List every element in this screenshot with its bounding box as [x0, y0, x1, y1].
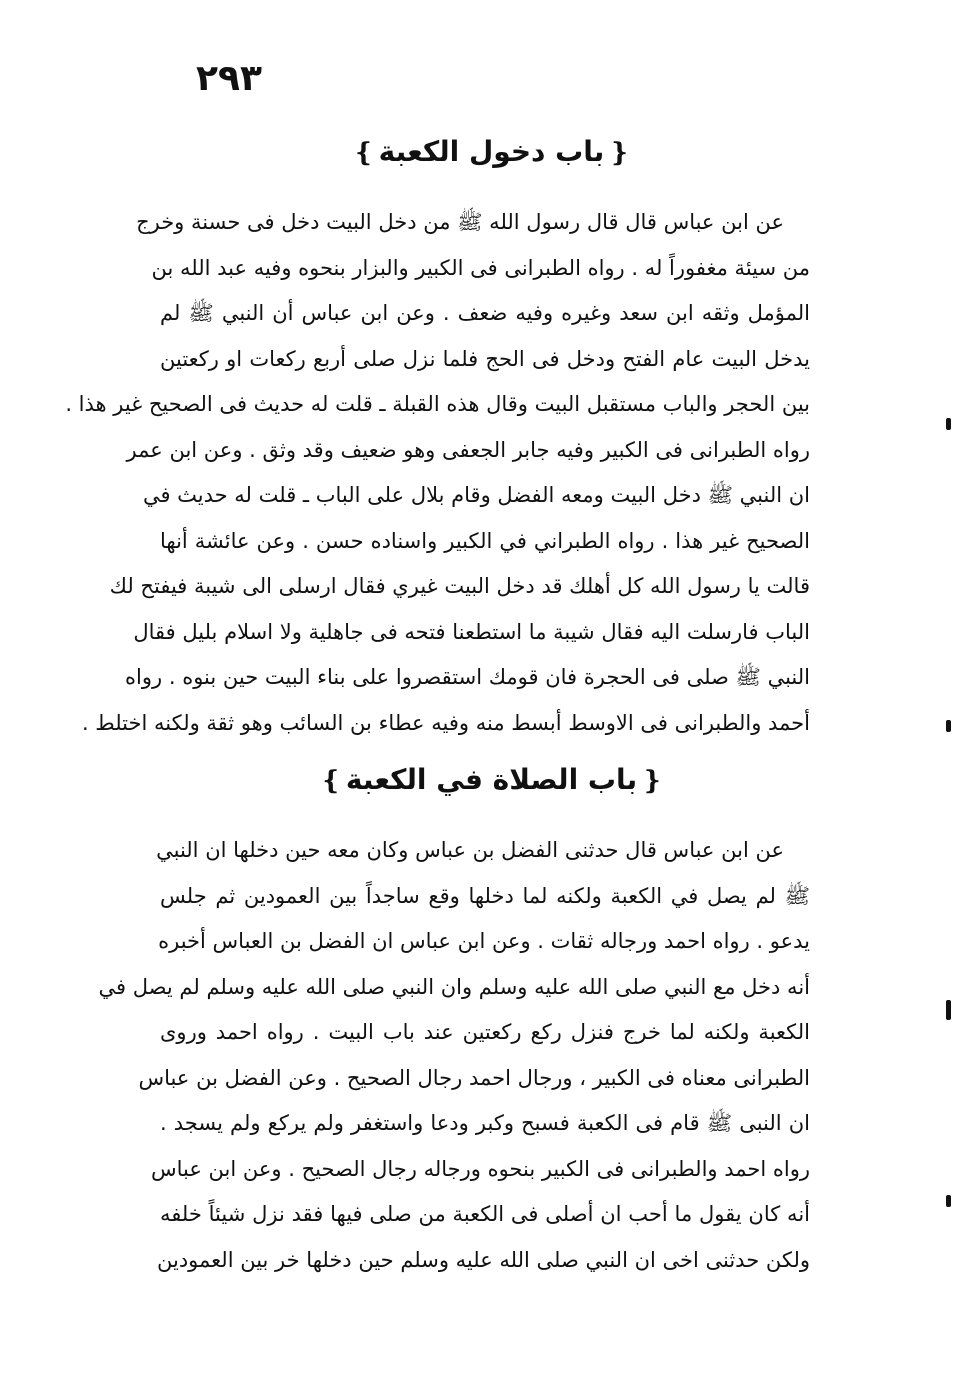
scan-mark: [946, 720, 951, 732]
text-line: أحمد والطبرانى فى الاوسط أبسط منه وفيه عطاء بن السائب وهو ثقة ولكنه اختلط .: [81, 710, 810, 735]
section-title: باب الصلاة في الكعبة: [345, 763, 638, 796]
scan-mark: [946, 418, 951, 430]
text-line: يدخل البيت عام الفتح ودخل فى الحج فلما نزل صلى أربع ركعات او ركعتين: [160, 346, 810, 371]
text-line: قالت يا رسول الله كل أهلك قد دخل البيت غيري فقال ارسلى الى شيبة فيفتح لك: [109, 574, 810, 598]
text-line: الصحيح غير هذا . رواه الطبراني في الكبير واسناده حسن . وعن عائشة أنها: [160, 528, 810, 553]
text-line: ولكن حدثنى اخى ان النبي صلى الله عليه وسلم حين دخلها خر بين العمودين: [157, 1247, 810, 1272]
page-number: ٢٩٣: [196, 58, 262, 99]
scan-mark: [946, 1000, 951, 1020]
text-line: أنه دخل مع النبي صلى الله عليه وسلم وان النبي صلى الله عليه وسلم لم يصل في: [98, 974, 810, 999]
text-line: رواه احمد والطبرانى فى الكبير بنحوه ورجاله رجال الصحيح . وعن ابن عباس: [150, 1156, 810, 1181]
text-line: عن ابن عباس قال قال رسول الله ﷺ من دخل البيت دخل فى حسنة وخرج: [136, 210, 784, 234]
ornament-close: ❵: [352, 138, 375, 168]
text-line: ان النبي ﷺ دخل البيت ومعه الفضل وقام بلال على الباب ـ قلت له حديث في: [142, 483, 810, 507]
section-body-entering-kaaba: [65, 200, 810, 746]
text-line: الكعبة ولكنه لما خرج فنزل ركع ركعتين عند باب البيت . رواه احمد وروى: [160, 1020, 810, 1044]
text-line: المؤمل وثقه ابن سعد وغيره وفيه ضعف . وعن ابن عباس أن النبي ﷺ لم: [160, 301, 810, 325]
text-line: النبي ﷺ صلى فى الحجرة فان قومك استقصروا على بناء البيت حين بنوه . رواه: [125, 665, 810, 689]
text-line: ﷺ لم يصل في الكعبة ولكنه لما دخلها وقع ساجداً بين العمودين ثم جلس: [160, 883, 810, 908]
text-line: الباب فارسلت اليه فقال شيبة ما استطعنا فتحه فى جاهلية ولا اسلام بليل فقال: [133, 619, 810, 644]
text-line: يدعو . رواه احمد ورجاله ثقات . وعن ابن عباس ان الفضل بن العباس أخبره: [158, 929, 810, 953]
section-title: باب دخول الكعبة: [378, 135, 605, 168]
section-heading-prayer-in-kaaba: [15, 763, 968, 796]
text-line: بين الحجر والباب مستقبل البيت وقال هذه القبلة ـ قلت له حديث فى الصحيح غير هذا .: [65, 392, 810, 416]
text-line: رواه الطبرانى فى الكبير وفيه جابر الجعفى وهو ضعيف وقد وثق . وعن ابن عمر: [126, 437, 810, 462]
section-heading-entering-kaaba: [15, 135, 968, 168]
text-line: الطبرانى معناه فى الكبير ، ورجال احمد رجال الصحيح . وعن الفضل بن عباس: [138, 1065, 810, 1090]
ornament-close: ❵: [320, 766, 342, 796]
text-line: أنه كان يقول ما أحب ان أصلى فى الكعبة من صلى فيها فقد نزل شيئاً خلفه: [160, 1202, 810, 1226]
text-line: عن ابن عباس قال حدثنى الفضل بن عباس وكان معه حين دخلها ان النبي: [156, 838, 784, 862]
section-body-prayer-in-kaaba: [98, 828, 810, 1283]
text-line: ان النبى ﷺ قام فى الكعبة فسبح وكبر ودعا واستغفر ولم يركع ولم يسجد .: [160, 1111, 810, 1135]
text-line: من سيئة مغفوراً له . رواه الطبرانى فى الكبير والبزار بنحوه وفيه عبد الله بن: [151, 255, 810, 280]
ornament-open: ❴: [608, 138, 631, 168]
ornament-open: ❴: [641, 766, 663, 796]
scan-mark: [946, 1195, 951, 1207]
